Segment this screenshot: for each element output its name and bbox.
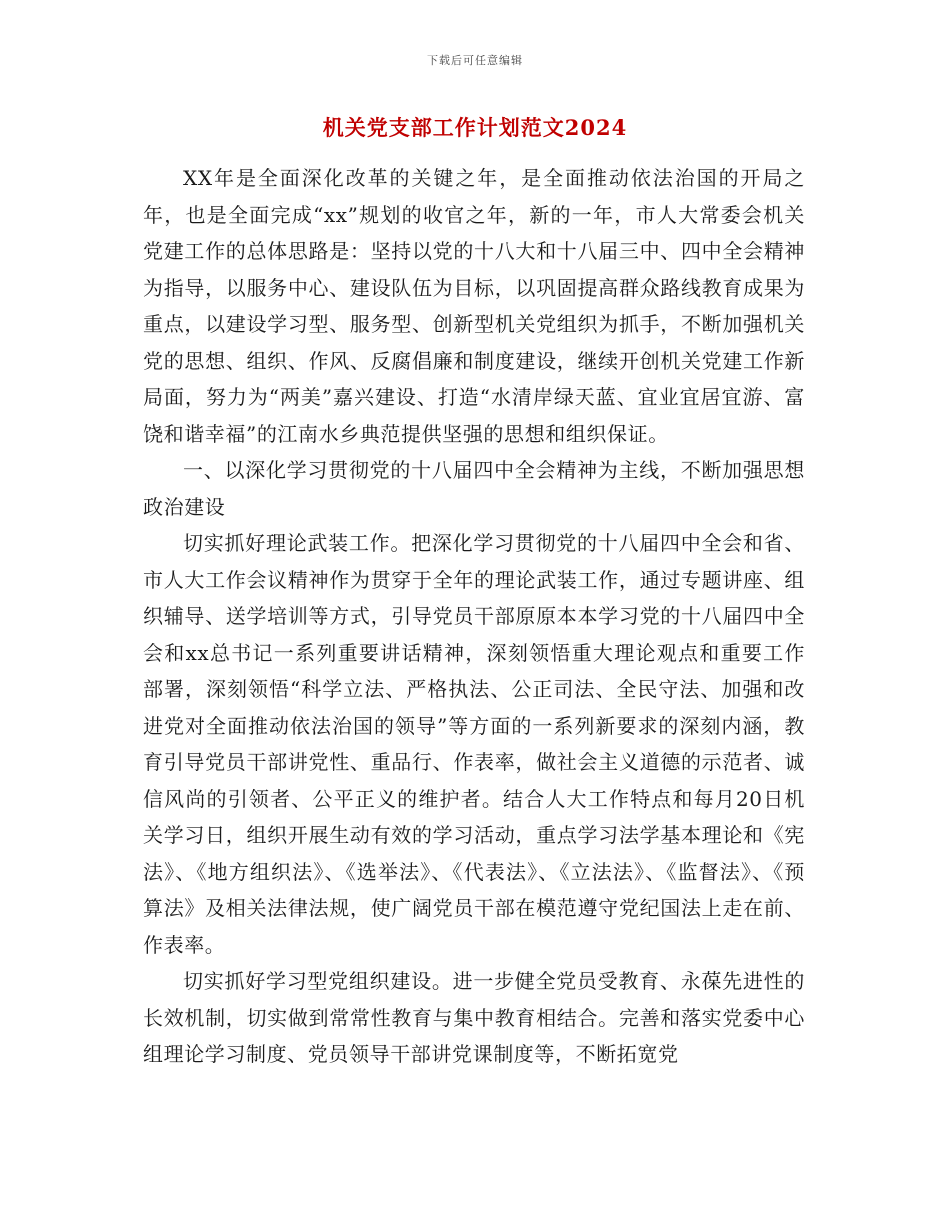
paragraph-learning-org: 切实抓好学习型党组织建设。进一步健全党员受教育、永葆先进性的长效机制，切实做到常常性教育与集中教育相结合。完善和落实党委中心组理论学习制度、党员领导干部讲党课制度等，不断拓宽党: [143, 969, 805, 1066]
document-body: [143, 160, 805, 1073]
paragraph-theory: 切实抓好理论武装工作。把深化学习贯彻党的十八届四中全会和省、市人大工作会议精神作为贯穿于全年的理论武装工作，通过专题讲座、组织辅导、送学培训等方式，引导党员干部原原本本学习党的十八届四中全会和xx总书记一系列重要讲话精神，深刻领悟重大理论观点和重要工作部署，深刻领悟“科学立法、严格执法、公正司法、全民守法、加强和改进党对全面推动依法治国的领导”等方面的一系列新要求的深刻内涵，教育引导党员干部讲党性、重品行、作表率，做社会主义道德的示范者、诚信风尚的引领者、公平正义的维护者。结合人大工作特点和每月20日机关学习日，组织开展生动有效的学习活动，重点学习法学基本理论和《宪法》、《地方组织法》、《选举法》、《代表法》、《立法法》、《监督法》、《预算法》及相关法律法规，使广阔党员干部在模范遵守党纪国法上走在前、作表率。: [143, 531, 805, 957]
header-note: 下载后可任意编辑: [427, 54, 523, 67]
document-title: 机关党支部工作计划范文2024: [322, 115, 628, 140]
paragraph-intro: XX年是全面深化改革的关键之年，是全面推动依法治国的开局之年，也是全面完成“xx”规划的收官之年，新的一年，市人大常委会机关党建工作的总体思路是：坚持以党的十八大和十八届三中、四中全会精神为指导，以服务中心、建设队伍为目标，以巩固提高群众路线教育成果为重点，以建设学习型、服务型、创新型机关党组织为抓手，不断加强机关党的思想、组织、作风、反腐倡廉和制度建设，继续开创机关党建工作新局面，努力为“两美”嘉兴建设、打造“水清岸绿天蓝、宜业宜居宜游、富饶和谐幸福”的江南水乡典范提供坚强的思想和组织保证。: [143, 166, 805, 446]
section-heading-1: 一、以深化学习贯彻党的十八届四中全会精神为主线，不断加强思想政治建设: [143, 458, 805, 519]
